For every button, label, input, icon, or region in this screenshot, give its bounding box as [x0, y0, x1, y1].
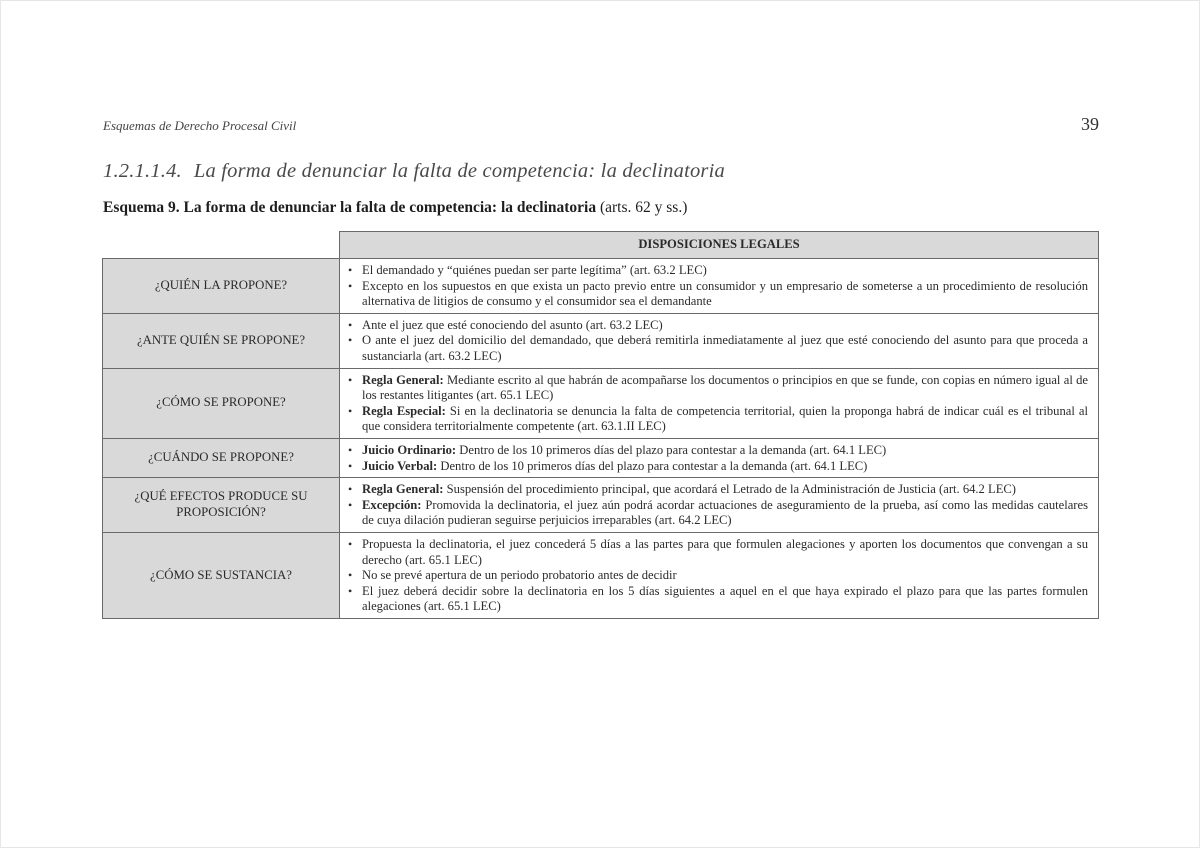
page-number: 39: [1081, 114, 1099, 134]
list-item: [346, 584, 1088, 615]
item-lead: Regla General:: [362, 482, 444, 497]
table-row: [103, 313, 1099, 368]
list-item: [346, 443, 1088, 459]
row-question: ¿CÓMO SE PROPONE?: [103, 368, 340, 438]
table-row: [103, 259, 1099, 314]
bullet-list: [346, 318, 1088, 365]
table-row: [103, 532, 1099, 618]
table-header-row: [103, 232, 1099, 259]
list-item: [346, 537, 1088, 568]
item-text: El juez deberá decidir sobre la declinatoria en los 5 días siguientes a aquel en el que haya expirado el plazo para que las partes formulen alegaciones (art. 65.1 LEC): [362, 583, 1088, 614]
item-text: Excepto en los supuestos en que exista un pacto previo entre un consumidor y un empresario de someterse a un procedimiento de resolución alternativa de litigios de consumo y el consumidor sea el demandante: [362, 278, 1088, 309]
row-answer: [340, 313, 1099, 368]
item-text: Promovida la declinatoria, el juez aún podrá acordar actuaciones de aseguramiento de la prueba, así como las medidas cautelares de cuya dilación pudieran seguirse perjuicios irreparables (art. 64.2 LEC): [362, 497, 1088, 528]
item-text: No se prevé apertura de un periodo probatorio antes de decidir: [362, 568, 677, 583]
item-text: Si en la declinatoria se denuncia la falta de competencia territorial, quien la proponga habrá de indicar cuál es el tribunal al que considera territorialmente competente (art. 63.1.II LEC): [362, 403, 1088, 434]
section-title: [103, 160, 725, 183]
section-number: 1.2.1.1.4.: [103, 160, 182, 182]
bullet-list: [346, 482, 1088, 529]
row-answer: [340, 438, 1099, 477]
table-row: [103, 368, 1099, 438]
scheme-label: Esquema 9. La forma de denunciar la falta de competencia: la declinatoria: [103, 199, 597, 216]
scheme-note: (arts. 62 y ss.): [599, 199, 688, 216]
item-text: Ante el juez que esté conociendo del asunto (art. 63.2 LEC): [362, 317, 663, 332]
list-item: [346, 568, 1088, 584]
list-item: [346, 318, 1088, 334]
table-row: [103, 438, 1099, 477]
item-lead: Regla General:: [362, 372, 444, 387]
item-text: Mediante escrito al que habrán de acompañarse los documentos o principios en que se funde, con copias en número igual al de los restantes litigantes (art. 65.1 LEC): [362, 372, 1089, 403]
scheme-caption: [103, 199, 687, 217]
list-item: [346, 333, 1088, 364]
row-question: ¿CÓMO SE SUSTANCIA?: [103, 532, 340, 618]
bullet-list: [346, 263, 1088, 310]
list-item: [346, 263, 1088, 279]
row-question: ¿QUÉ EFECTOS PRODUCE SU PROPOSICIÓN?: [103, 478, 340, 533]
list-item: [346, 373, 1088, 404]
row-answer: [340, 368, 1099, 438]
list-item: [346, 498, 1088, 529]
item-text: Propuesta la declinatoria, el juez concederá 5 días a las partes para que formulen alegaciones y aporten los documentos que convengan a su derecho (art. 65.1 LEC): [362, 536, 1088, 567]
row-question: ¿QUIÉN LA PROPONE?: [103, 259, 340, 314]
bullet-list: [346, 537, 1088, 615]
row-question: ¿CUÁNDO SE PROPONE?: [103, 438, 340, 477]
item-text: Suspensión del procedimiento principal, que acordará el Letrado de la Administración de Justicia (art. 64.2 LEC): [446, 482, 1016, 497]
column-header: DISPOSICIONES LEGALES: [340, 232, 1099, 259]
table-body: [103, 259, 1099, 619]
row-answer: [340, 532, 1099, 618]
item-text: Dentro de los 10 primeros días del plazo para contestar a la demanda (art. 64.1 LEC): [440, 458, 868, 473]
row-answer: [340, 478, 1099, 533]
section-title-text: La forma de denunciar la falta de competencia: la declinatoria: [193, 160, 725, 182]
table-corner-cell: [103, 232, 340, 259]
item-lead: Excepción:: [362, 497, 422, 512]
bullet-list: [346, 373, 1088, 435]
running-header: Esquemas de Derecho Procesal Civil: [103, 118, 297, 133]
item-text: O ante el juez del domicilio del demandado, que deberá remitirla inmediatamente al juez que esté conociendo del asunto para que proceda a sustanciarla (art. 63.2 LEC): [362, 333, 1088, 363]
list-item: [346, 459, 1088, 475]
list-item: [346, 404, 1088, 435]
list-item: [346, 482, 1088, 498]
bullet-list: [346, 443, 1088, 474]
item-text: El demandado y “quiénes puedan ser parte legítima” (art. 63.2 LEC): [362, 263, 707, 277]
row-answer: [340, 259, 1099, 314]
list-item: [346, 279, 1088, 310]
row-question: ¿ANTE QUIÉN SE PROPONE?: [103, 313, 340, 368]
item-lead: Regla Especial:: [362, 403, 446, 418]
item-lead: Juicio Ordinario:: [362, 442, 457, 457]
item-text: Dentro de los 10 primeros días del plazo para contestar a la demanda (art. 64.1 LEC): [459, 442, 887, 457]
scheme-table: [102, 231, 1099, 619]
item-lead: Juicio Verbal:: [362, 458, 438, 473]
table-row: [103, 478, 1099, 533]
